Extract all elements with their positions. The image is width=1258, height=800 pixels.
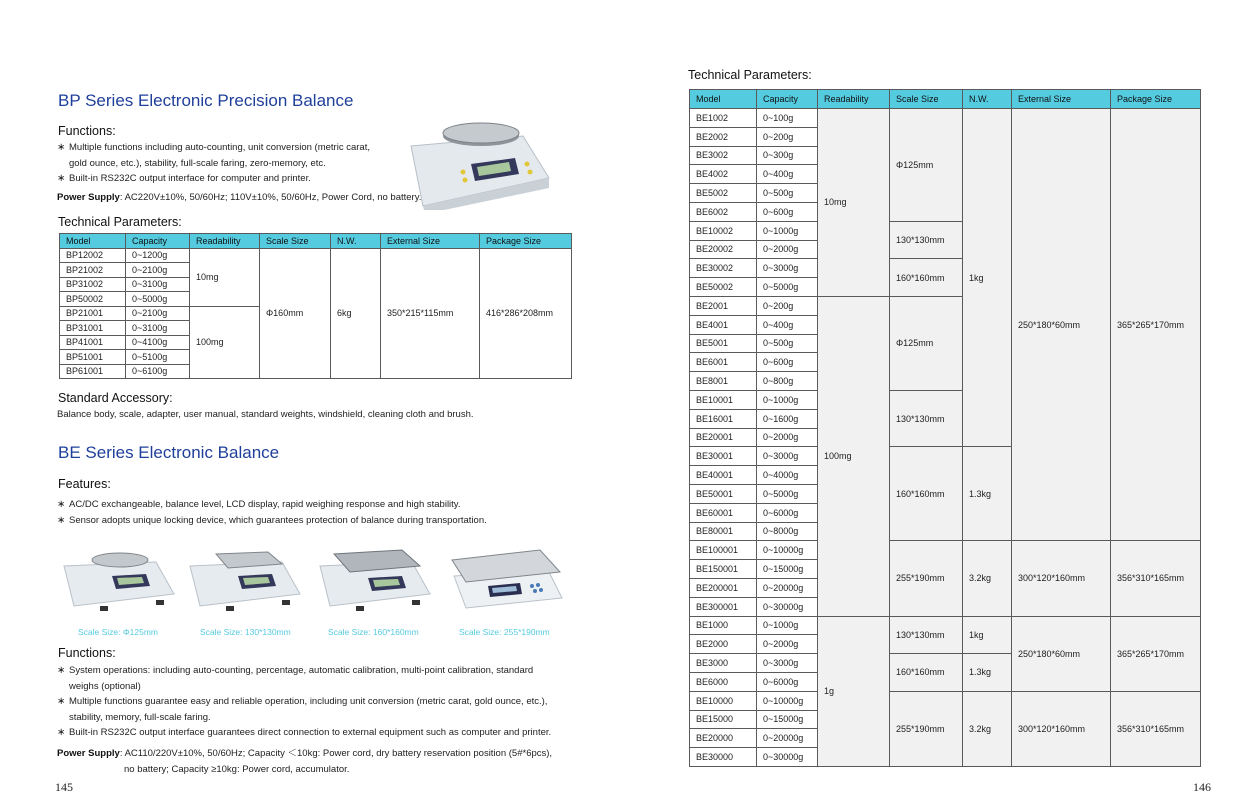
be-functions-list bbox=[57, 663, 577, 741]
capacity-cell: 0~1000g bbox=[757, 221, 818, 240]
bp-function-item: ∗ Multiple functions including auto-counting, unit conversion (metric carat, bbox=[57, 140, 397, 156]
col-header: Model bbox=[60, 234, 126, 249]
be-balance-image-160 bbox=[316, 548, 434, 612]
capacity-cell: 0~20000g bbox=[757, 578, 818, 597]
be-features-list bbox=[57, 497, 487, 528]
nw-cell: 3.2kg bbox=[963, 691, 1012, 766]
scale-caption: Scale Size: 160*160mm bbox=[328, 627, 419, 637]
scale-size-cell: 130*130mm bbox=[890, 390, 963, 446]
col-header: Model bbox=[690, 90, 757, 109]
capacity-cell: 0~2100g bbox=[126, 306, 190, 321]
model-cell: BE80001 bbox=[690, 522, 757, 541]
bp-power-supply bbox=[57, 190, 421, 206]
capacity-cell: 0~1600g bbox=[757, 409, 818, 428]
external-size-cell: 350*215*115mm bbox=[381, 248, 480, 379]
model-cell: BE30001 bbox=[690, 447, 757, 466]
scale-caption: Scale Size: Φ125mm bbox=[78, 627, 159, 637]
capacity-cell: 0~2100g bbox=[126, 263, 190, 278]
model-cell: BE100001 bbox=[690, 541, 757, 560]
capacity-cell: 0~30000g bbox=[757, 748, 818, 767]
readability-cell: 100mg bbox=[190, 306, 260, 379]
table-row bbox=[690, 541, 1201, 560]
power-supply-text: : AC110/220V±10%, 50/60Hz; Capacity ＜10kg: Power cord, dry battery reservation position (5#*6pcs), bbox=[119, 748, 553, 759]
capacity-cell: 0~2000g bbox=[757, 635, 818, 654]
model-cell: BE5001 bbox=[690, 334, 757, 353]
table-row bbox=[690, 691, 1201, 710]
scale-size-cell: 160*160mm bbox=[890, 654, 963, 692]
readability-cell: 1g bbox=[818, 616, 890, 766]
capacity-cell: 0~30000g bbox=[757, 597, 818, 616]
package-size-cell: 416*286*208mm bbox=[480, 248, 572, 379]
model-cell: BP21001 bbox=[60, 306, 126, 321]
scale-caption: Scale Size: 255*190mm bbox=[459, 627, 550, 637]
page-number: 146 bbox=[1193, 780, 1211, 794]
capacity-cell: 0~6000g bbox=[757, 672, 818, 691]
readability-cell: 10mg bbox=[818, 109, 890, 297]
col-header: Readability bbox=[190, 234, 260, 249]
table-row bbox=[60, 248, 572, 263]
capacity-cell: 0~5100g bbox=[126, 350, 190, 365]
capacity-cell: 0~6000g bbox=[757, 503, 818, 522]
be-power-supply bbox=[57, 746, 552, 777]
model-cell: BP41001 bbox=[60, 335, 126, 350]
col-header: External Size bbox=[381, 234, 480, 249]
capacity-cell: 0~4100g bbox=[126, 335, 190, 350]
bp-series-title: BP Series Electronic Precision Balance bbox=[58, 91, 354, 110]
be-series-title: BE Series Electronic Balance bbox=[58, 443, 280, 462]
model-cell: BE150001 bbox=[690, 560, 757, 579]
be-spec-table bbox=[689, 89, 1201, 767]
nw-cell: 1kg bbox=[963, 616, 1012, 654]
nw-cell: 3.2kg bbox=[963, 541, 1012, 616]
model-cell: BE4001 bbox=[690, 315, 757, 334]
power-supply-label: Power Supply bbox=[57, 192, 120, 203]
model-cell: BE4002 bbox=[690, 165, 757, 184]
capacity-cell: 0~8000g bbox=[757, 522, 818, 541]
capacity-cell: 0~2000g bbox=[757, 428, 818, 447]
model-cell: BE300001 bbox=[690, 597, 757, 616]
capacity-cell: 0~20000g bbox=[757, 729, 818, 748]
model-cell: BE50001 bbox=[690, 484, 757, 503]
scale-size-cell: 160*160mm bbox=[890, 447, 963, 541]
model-cell: BE1000 bbox=[690, 616, 757, 635]
scale-size-cell: 130*130mm bbox=[890, 616, 963, 654]
scale-size-cell: Φ125mm bbox=[890, 296, 963, 390]
capacity-cell: 0~2000g bbox=[757, 240, 818, 259]
col-header: Package Size bbox=[1111, 90, 1201, 109]
capacity-cell: 0~200g bbox=[757, 296, 818, 315]
capacity-cell: 0~500g bbox=[757, 184, 818, 203]
package-size-cell: 356*310*165mm bbox=[1111, 691, 1201, 766]
be-balance-image-125 bbox=[60, 548, 178, 612]
capacity-cell: 0~600g bbox=[757, 202, 818, 221]
model-cell: BP12002 bbox=[60, 248, 126, 263]
col-header: Capacity bbox=[126, 234, 190, 249]
capacity-cell: 0~3000g bbox=[757, 447, 818, 466]
capacity-cell: 0~1000g bbox=[757, 616, 818, 635]
capacity-cell: 0~15000g bbox=[757, 560, 818, 579]
capacity-cell: 0~1200g bbox=[126, 248, 190, 263]
bp-spec-table bbox=[59, 233, 572, 379]
nw-cell: 1.3kg bbox=[963, 447, 1012, 541]
table-row bbox=[690, 109, 1201, 128]
be-functions-heading: Functions: bbox=[58, 646, 116, 660]
model-cell: BE20001 bbox=[690, 428, 757, 447]
capacity-cell: 0~3100g bbox=[126, 321, 190, 336]
col-header: External Size bbox=[1012, 90, 1111, 109]
model-cell: BE6002 bbox=[690, 202, 757, 221]
external-size-cell: 250*180*60mm bbox=[1012, 616, 1111, 691]
capacity-cell: 0~5000g bbox=[757, 484, 818, 503]
bp-functions-list bbox=[57, 140, 397, 187]
power-supply-label: Power Supply bbox=[57, 748, 120, 759]
model-cell: BE3002 bbox=[690, 146, 757, 165]
model-cell: BE2000 bbox=[690, 635, 757, 654]
nw-cell: 6kg bbox=[331, 248, 381, 379]
model-cell: BE30002 bbox=[690, 259, 757, 278]
scale-size-cell: 255*190mm bbox=[890, 541, 963, 616]
model-cell: BP31001 bbox=[60, 321, 126, 336]
capacity-cell: 0~800g bbox=[757, 372, 818, 391]
be-features-heading: Features: bbox=[58, 477, 111, 491]
bp-functions-heading: Functions: bbox=[58, 124, 116, 138]
model-cell: BE8001 bbox=[690, 372, 757, 391]
scale-size-cell: Φ160mm bbox=[260, 248, 331, 379]
col-header: N.W. bbox=[963, 90, 1012, 109]
capacity-cell: 0~400g bbox=[757, 165, 818, 184]
model-cell: BE15000 bbox=[690, 710, 757, 729]
be-feature-item: ∗ AC/DC exchangeable, balance level, LCD display, rapid weighing response and high stability. bbox=[57, 497, 487, 513]
external-size-cell: 300*120*160mm bbox=[1012, 541, 1111, 616]
col-header: Scale Size bbox=[890, 90, 963, 109]
model-cell: BE200001 bbox=[690, 578, 757, 597]
power-supply-text: : AC220V±10%, 50/60Hz; 110V±10%, 50/60Hz, Power Cord, no battery. bbox=[119, 192, 422, 203]
model-cell: BE16001 bbox=[690, 409, 757, 428]
capacity-cell: 0~10000g bbox=[757, 541, 818, 560]
external-size-cell: 250*180*60mm bbox=[1012, 109, 1111, 541]
model-cell: BE10000 bbox=[690, 691, 757, 710]
model-cell: BE30000 bbox=[690, 748, 757, 767]
model-cell: BE10002 bbox=[690, 221, 757, 240]
col-header: Readability bbox=[818, 90, 890, 109]
be-tech-heading: Technical Parameters: bbox=[688, 68, 812, 82]
capacity-cell: 0~3000g bbox=[757, 259, 818, 278]
model-cell: BE2001 bbox=[690, 296, 757, 315]
col-header: N.W. bbox=[331, 234, 381, 249]
model-cell: BP50002 bbox=[60, 292, 126, 307]
capacity-cell: 0~10000g bbox=[757, 691, 818, 710]
be-function-item: ∗ Built-in RS232C output interface guarantees direct connection to external equipment such as computer and printer. bbox=[57, 725, 577, 741]
bp-function-item-cont: gold ounce, etc.), stability, full-scale faring, zero-memory, etc. bbox=[69, 157, 326, 169]
col-header: Package Size bbox=[480, 234, 572, 249]
be-balance-image-130 bbox=[186, 548, 304, 612]
capacity-cell: 0~200g bbox=[757, 127, 818, 146]
model-cell: BP51001 bbox=[60, 350, 126, 365]
accessory-text: Balance body, scale, adapter, user manual, standard weights, windshield, cleaning cloth and brush. bbox=[57, 409, 474, 420]
readability-cell: 100mg bbox=[818, 296, 890, 616]
capacity-cell: 0~3000g bbox=[757, 654, 818, 673]
capacity-cell: 0~100g bbox=[757, 109, 818, 128]
package-size-cell: 365*265*170mm bbox=[1111, 109, 1201, 541]
model-cell: BP31002 bbox=[60, 277, 126, 292]
capacity-cell: 0~600g bbox=[757, 353, 818, 372]
nw-cell: 1kg bbox=[963, 109, 1012, 447]
model-cell: BE50002 bbox=[690, 278, 757, 297]
scale-size-cell: 255*190mm bbox=[890, 691, 963, 766]
model-cell: BE60001 bbox=[690, 503, 757, 522]
col-header: Scale Size bbox=[260, 234, 331, 249]
capacity-cell: 0~1000g bbox=[757, 390, 818, 409]
package-size-cell: 365*265*170mm bbox=[1111, 616, 1201, 691]
model-cell: BE20000 bbox=[690, 729, 757, 748]
model-cell: BE40001 bbox=[690, 466, 757, 485]
scale-size-cell: Φ125mm bbox=[890, 109, 963, 222]
capacity-cell: 0~500g bbox=[757, 334, 818, 353]
model-cell: BE20002 bbox=[690, 240, 757, 259]
page-number: 145 bbox=[55, 780, 73, 794]
model-cell: BE6000 bbox=[690, 672, 757, 691]
capacity-cell: 0~5000g bbox=[757, 278, 818, 297]
model-cell: BE5002 bbox=[690, 184, 757, 203]
col-header: Capacity bbox=[757, 90, 818, 109]
capacity-cell: 0~5000g bbox=[126, 292, 190, 307]
be-function-item-cont: weighs (optional) bbox=[69, 680, 141, 692]
capacity-cell: 0~400g bbox=[757, 315, 818, 334]
table-row bbox=[690, 616, 1201, 635]
model-cell: BE10001 bbox=[690, 390, 757, 409]
model-cell: BE1002 bbox=[690, 109, 757, 128]
scale-size-cell: 160*160mm bbox=[890, 259, 963, 297]
capacity-cell: 0~15000g bbox=[757, 710, 818, 729]
package-size-cell: 356*310*165mm bbox=[1111, 541, 1201, 616]
nw-cell: 1.3kg bbox=[963, 654, 1012, 692]
capacity-cell: 0~6100g bbox=[126, 364, 190, 379]
model-cell: BE3000 bbox=[690, 654, 757, 673]
model-cell: BE2002 bbox=[690, 127, 757, 146]
be-function-item-cont: stability, memory, full-scale faring. bbox=[69, 711, 211, 723]
scale-caption: Scale Size: 130*130mm bbox=[200, 627, 291, 637]
scale-size-cell: 130*130mm bbox=[890, 221, 963, 259]
external-size-cell: 300*120*160mm bbox=[1012, 691, 1111, 766]
be-balance-image-255 bbox=[448, 546, 566, 612]
be-function-item: ∗ Multiple functions guarantee easy and reliable operation, including unit conversion (metric carat, gold ounce, etc.), bbox=[57, 694, 577, 710]
capacity-cell: 0~3100g bbox=[126, 277, 190, 292]
be-function-item: ∗ System operations: including auto-counting, percentage, automatic calibration, multi-point calibration, standard bbox=[57, 663, 577, 679]
be-feature-item: ∗ Sensor adopts unique locking device, which guarantees protection of balance during transportation. bbox=[57, 513, 487, 529]
readability-cell: 10mg bbox=[190, 248, 260, 306]
capacity-cell: 0~300g bbox=[757, 146, 818, 165]
model-cell: BP21002 bbox=[60, 263, 126, 278]
bp-tech-heading: Technical Parameters: bbox=[58, 215, 182, 229]
power-supply-text-cont: no battery; Capacity ≥10kg: Power cord, accumulator. bbox=[124, 763, 350, 775]
accessory-heading: Standard Accessory: bbox=[58, 391, 173, 405]
bp-balance-image bbox=[403, 118, 553, 210]
capacity-cell: 0~4000g bbox=[757, 466, 818, 485]
model-cell: BP61001 bbox=[60, 364, 126, 379]
bp-function-item: ∗ Built-in RS232C output interface for computer and printer. bbox=[57, 171, 397, 187]
model-cell: BE6001 bbox=[690, 353, 757, 372]
